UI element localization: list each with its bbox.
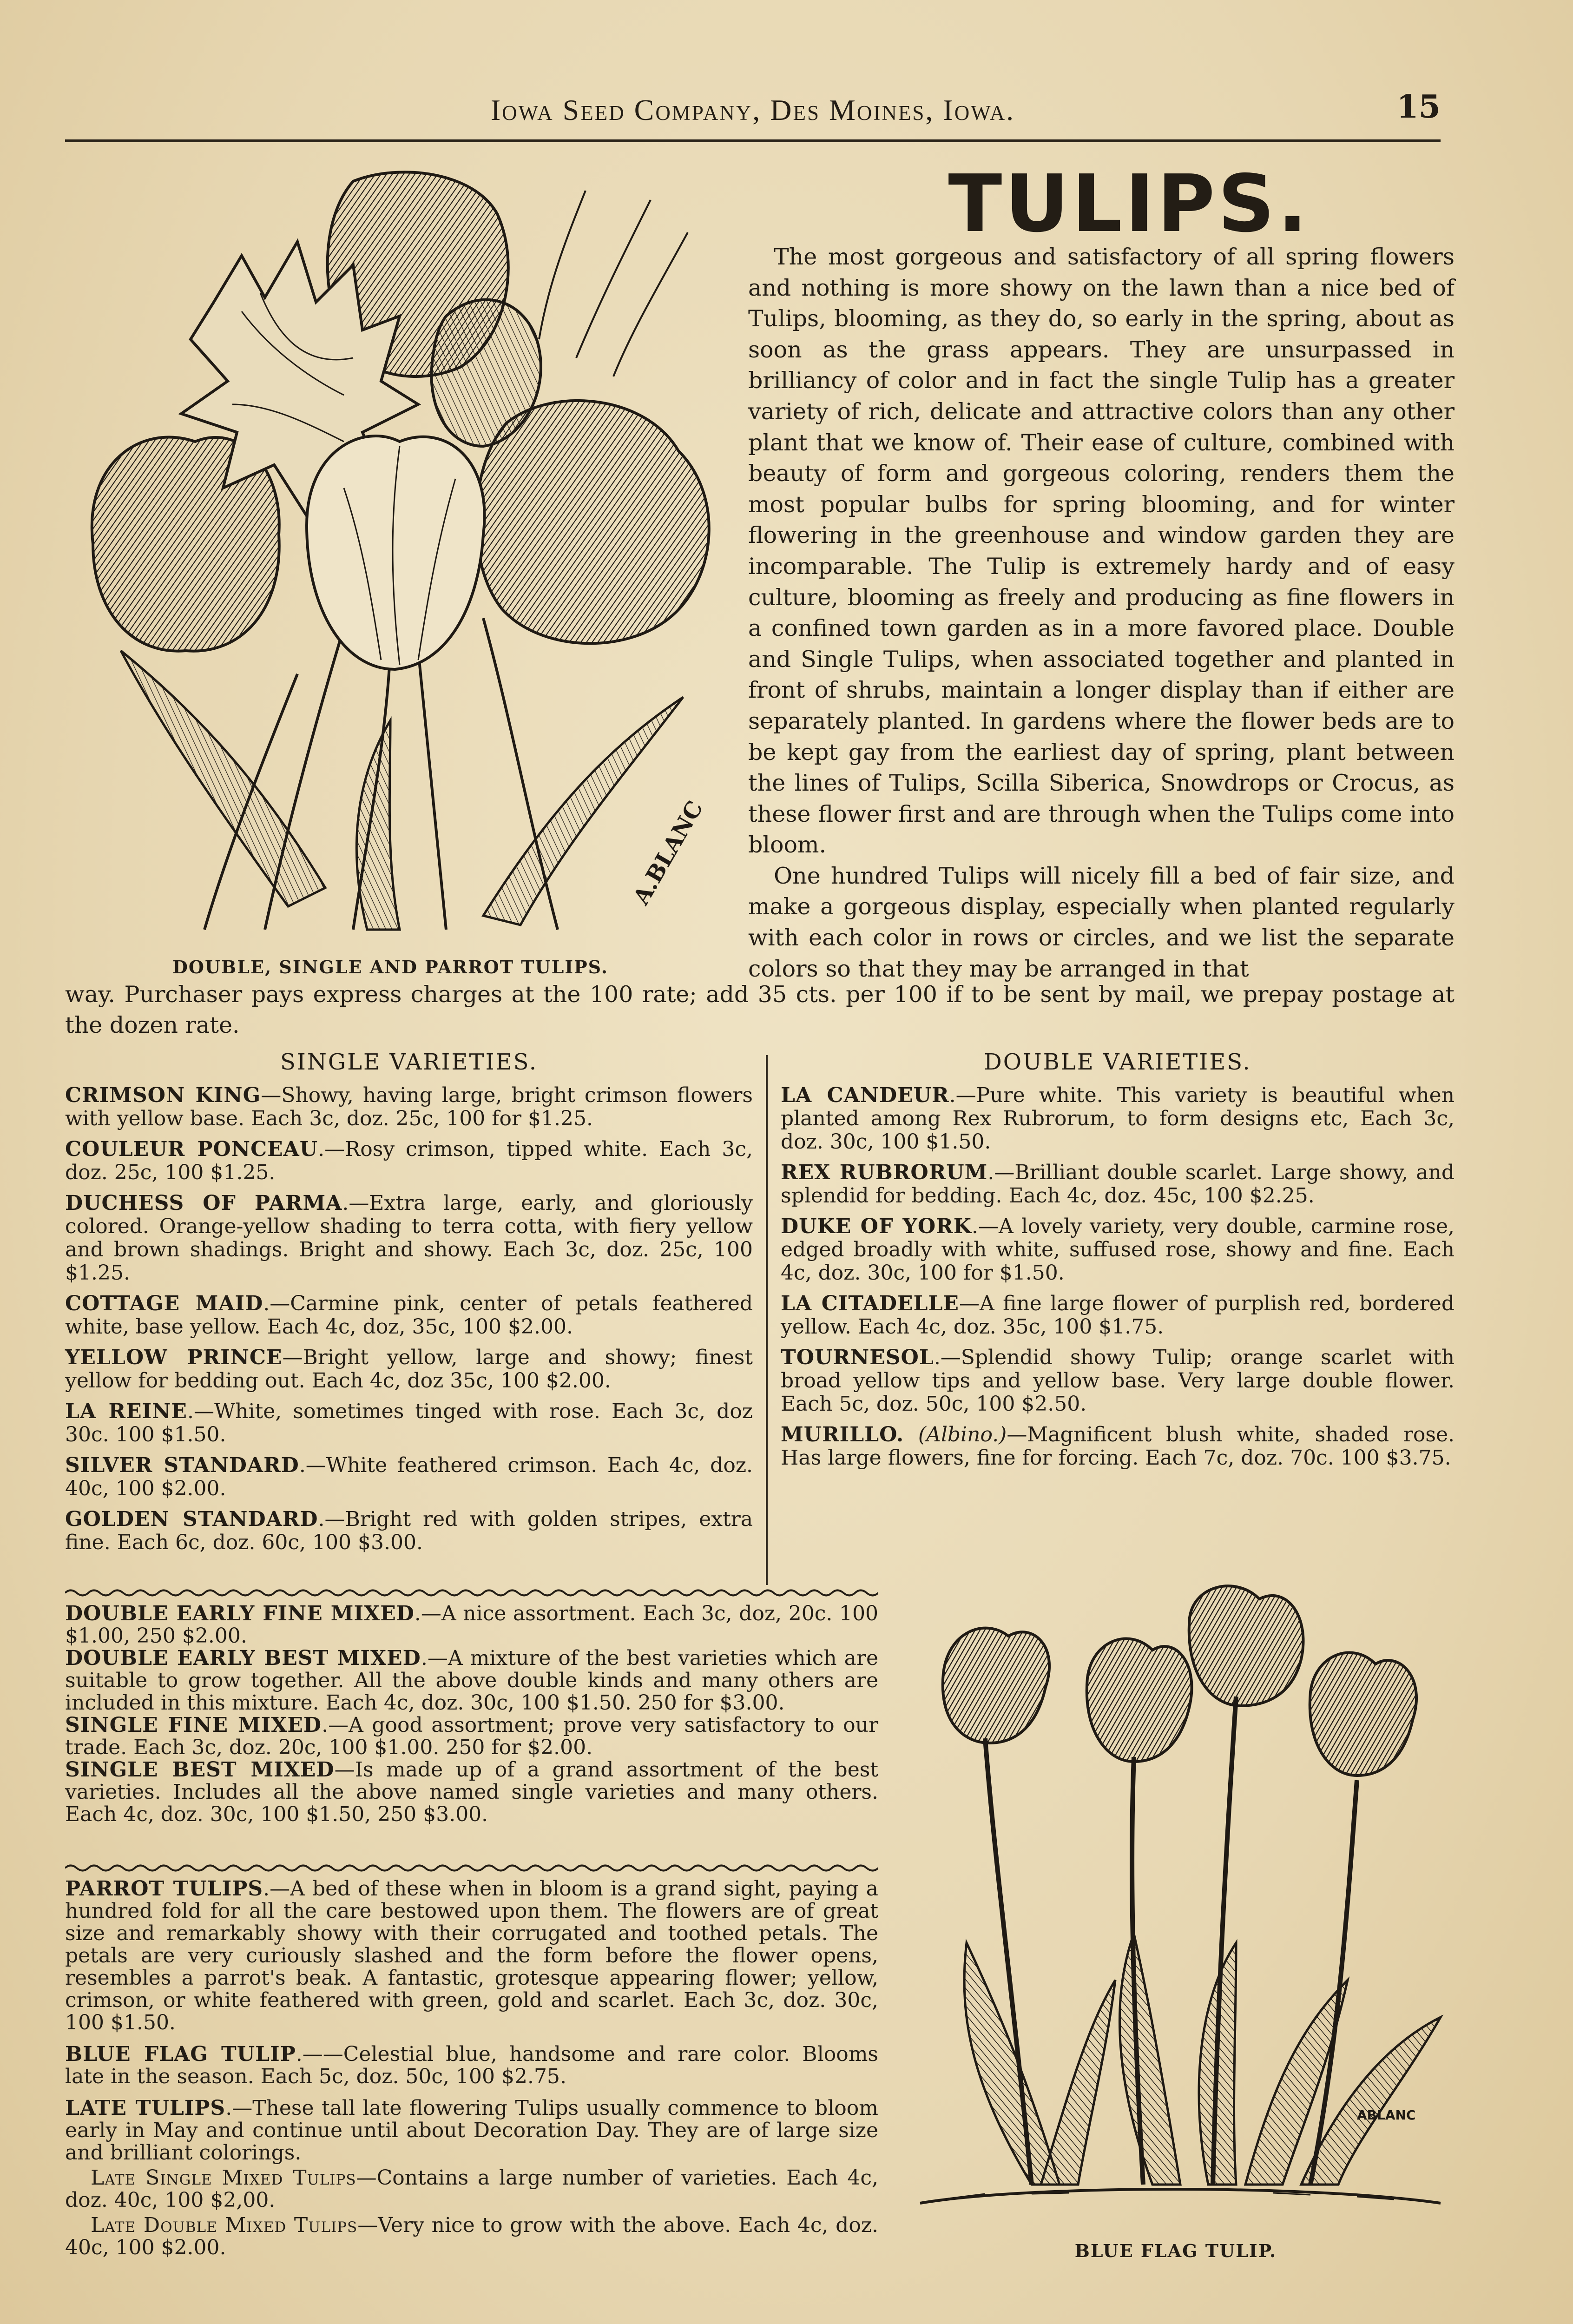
variety-name: MURILLO.	[781, 1423, 904, 1446]
variety-entry	[781, 1215, 1455, 1285]
variety-name: LA CITADELLE	[781, 1292, 959, 1315]
entry-name: BLUE FLAG TULIP	[65, 2042, 296, 2066]
variety-description: .—White feathered crimson. Each 4c, doz. 40c, 100 $2.00.	[65, 1453, 753, 1500]
tulip-bouquet-illustration	[65, 163, 744, 953]
entry-description: —Very nice to grow with the above. Each 4c, doz. 40c, 100 $2.00.	[65, 2213, 878, 2259]
variety-entry	[65, 1454, 753, 1500]
mixed-name: SINGLE BEST MIXED	[65, 1758, 335, 1782]
mixed-name: SINGLE FINE MIXED	[65, 1713, 322, 1737]
variety-entry	[65, 1400, 753, 1446]
variety-description: .—Extra large, early, and gloriously colored. Orange-yellow shading to terra cotta, with fiery yellow and brown shadings. Bright and showy. Each 3c, doz. 25c, 100 $1.25.	[65, 1191, 753, 1285]
variety-description: .—A lovely variety, very double, carmine rose, edged broadly with white, suffused rose, showy and fine. Each 4c, doz. 30c, 100 for $1.50.	[781, 1215, 1455, 1285]
mixed-entry	[65, 1759, 878, 1826]
intro-text	[748, 242, 1455, 984]
mixed-name: DOUBLE EARLY FINE MIXED	[65, 1602, 415, 1625]
variety-entry	[65, 1084, 753, 1130]
single-varieties-heading: SINGLE VARIETIES.	[280, 1049, 538, 1075]
variety-entry	[781, 1084, 1455, 1154]
page-title: TULIPS.	[948, 158, 1310, 250]
entry-name: LATE TULIPS	[65, 2096, 226, 2120]
entry-name: PARROT TULIPS	[65, 1877, 263, 1901]
variety-name: REX RUBRORUM	[781, 1161, 988, 1184]
variety-description: .—Splendid showy Tulip; orange scarlet with broad yellow tips and yellow base. Very large double flower. Each 5c, doz. 50c, 100 $2.50.	[781, 1346, 1455, 1416]
mixed-description: .—A good assortment; prove very satisfactory to our trade. Each 3c, doz. 20c, 100 $1.00. 250 for $2.00.	[65, 1713, 878, 1759]
entry-description: .——Celestial blue, handsome and rare color. Blooms late in the season. Each 5c, doz. 50c, 100 $2.75.	[65, 2042, 878, 2088]
entry-description: —Contains a large number of varieties. Each 4c, doz. 40c, 100 $2,00.	[65, 2166, 879, 2212]
variety-note: (Albino.)	[918, 1423, 1007, 1446]
variety-name: COTTAGE MAID	[65, 1292, 263, 1315]
page-header	[65, 88, 1441, 142]
mixed-description: .—A nice assortment. Each 3c, doz, 20c. 100 $1.00, 250 $2.00.	[65, 1602, 878, 1648]
mixed-entry	[65, 1603, 878, 1647]
variety-description: .—White, sometimes tinged with rose. Each 3c, doz 30c. 100 $1.50.	[65, 1400, 753, 1446]
variety-description: .—Carmine pink, center of petals feathered white, base yellow. Each 4c, doz, 35c, 100 $2.00.	[65, 1292, 753, 1339]
mixed-tulips-section	[65, 1603, 878, 1826]
single-varieties-column	[65, 1050, 753, 1562]
variety-entry	[65, 1508, 753, 1554]
variety-name: GOLDEN STANDARD	[65, 1507, 318, 1531]
variety-name: COULEUR PONCEAU	[65, 1137, 318, 1161]
wavy-divider	[65, 1863, 878, 1873]
variety-name: TOURNESOL	[781, 1346, 934, 1369]
variety-description: .—Rosy crimson, tipped white. Each 3c, doz. 25c, 100 $1.25.	[65, 1137, 753, 1184]
variety-name: LA REINE	[65, 1400, 187, 1423]
bottom-illustration-caption: BLUE FLAG TULIP.	[1074, 2240, 1277, 2261]
entry-name: Late Single Mixed Tulips	[91, 2166, 356, 2190]
double-varieties-heading: DOUBLE VARIETIES.	[984, 1049, 1251, 1075]
mixed-description: —Is made up of a grand assortment of the best varieties. Includes all the above named single varieties and many others. Each 4c, doz. 30c, 100 $1.50, 250 $3.00.	[65, 1758, 879, 1826]
variety-name: SILVER STANDARD	[65, 1453, 299, 1477]
top-illustration-signature: A.BLANC	[628, 796, 709, 909]
variety-name: DUKE OF YORK	[781, 1215, 972, 1238]
variety-name: DUCHESS OF PARMA	[65, 1191, 342, 1215]
wavy-divider	[65, 1588, 878, 1598]
header-title: Iowa Seed Company, Des Moines, Iowa.	[490, 93, 1015, 126]
variety-name: CRIMSON KING	[65, 1083, 261, 1107]
variety-name: LA CANDEUR	[781, 1083, 949, 1107]
top-illustration-caption: DOUBLE, SINGLE AND PARROT TULIPS.	[172, 957, 609, 977]
mixed-entry	[65, 1714, 878, 1759]
entry-description: .—A bed of these when in bloom is a grand sight, paying a hundred fold for all the care bestowed upon them. The flowers are of great size and remarkably showy with their corrugated and toothed petals. The petals are very curiously slashed and the form before the flower opens, resembles a parrot's beak. A fantastic, grotesque appearing flower; yellow, crimson, or white feathered with green, gold and scarlet. Each 3c, doz. 30c, 100 $1.50.	[65, 1877, 878, 2034]
variety-entry	[781, 1423, 1455, 1470]
intro-paragraph-2: One hundred Tulips will nicely fill a bed of fair size, and make a gorgeous display, especially when planted regularly with each color in rows or circles, and we list the separate colors so that they may be arranged in that	[748, 862, 1455, 982]
intro-paragraph-1: The most gorgeous and satisfactory of all spring flowers and nothing is more showy on the lawn than a nice bed of Tulips, blooming, as they do, so early in the spring, about as soon as the grass appears. They are unsurpassed in brilliancy of color and in fact the single Tulip has a greater variety of rich, delicate and attractive colors than any other plant that we know of. Their ease of culture, combined with beauty of form and gorgeous coloring, renders them the most popular bulbs for spring blooming, and for winter flowering in the greenhouse and window garden they are incomparable. The Tulip is extremely hardy and of easy culture, blooming as freely and producing as fine flowers in a confined town garden as in a more favored place. Double and Single Tulips, when associated together and planted in front of shrubs, maintain a longer display than if either are separately planted. In gardens where the flower beds are to be kept gay from the earliest day of spring, plant between the lines of Tulips, Scilla Siberica, Snowdrops or Crocus, as these flower first and are through when the Tulips come into bloom.	[748, 244, 1455, 858]
variety-description: —A fine large flower of purplish red, bordered yellow. Each 4c, doz. 35c, 100 $1.75.	[781, 1292, 1455, 1339]
variety-entry	[65, 1138, 753, 1184]
variety-entry	[65, 1192, 753, 1285]
page-number: 15	[1396, 88, 1441, 125]
mixed-description: .—A mixture of the best varieties which are suitable to grow together. All the above double kinds and many others are included in this mixture. Each 4c, doz. 30c, 100 $1.50. 250 for $3.00.	[65, 1646, 878, 1715]
variety-name: YELLOW PRINCE	[65, 1346, 283, 1369]
late-tulips-entry	[65, 2097, 878, 2164]
variety-entry	[781, 1292, 1455, 1339]
parrot-tulips-entry	[65, 1878, 878, 2034]
column-divider	[766, 1055, 768, 1585]
blue-flag-tulip-entry	[65, 2043, 878, 2088]
variety-entry	[781, 1346, 1455, 1416]
entry-name: Late Double Mixed Tulips	[91, 2213, 358, 2237]
variety-description: .—Brilliant double scarlet. Large showy, and splendid for bedding. Each 4c, doz. 45c, 100 $2.25.	[781, 1161, 1455, 1208]
mixed-entry	[65, 1647, 878, 1714]
blue-flag-tulip-illustration	[892, 1580, 1459, 2222]
mixed-name: DOUBLE EARLY BEST MIXED	[65, 1646, 421, 1670]
variety-entry	[65, 1292, 753, 1339]
double-varieties-column	[781, 1050, 1455, 1477]
variety-description: .—Bright red with golden stripes, extra fine. Each 6c, doz. 60c, 100 $3.00.	[65, 1507, 753, 1554]
variety-description: —Bright yellow, large and showy; finest yellow for bedding out. Each 4c, doz 35c, 100 $2.00.	[65, 1346, 753, 1393]
late-single-mixed-entry	[65, 2167, 878, 2212]
variety-description: —Magnificent blush white, shaded rose. Has large flowers, fine for forcing. Each 7c, doz. 70c. 100 $3.75.	[781, 1423, 1455, 1470]
bottom-illustration-signature: ABLANC	[1357, 2107, 1416, 2123]
variety-entry	[65, 1346, 753, 1393]
late-double-mixed-entry	[65, 2214, 878, 2259]
variety-entry	[781, 1161, 1455, 1208]
variety-description: —Showy, having large, bright crimson flowers with yellow base. Each 3c, doz. 25c, 100 for $1.25.	[65, 1083, 753, 1130]
variety-description: .—Pure white. This variety is beautiful when planted among Rex Rubrorum, to form designs etc, Each 3c, doz. 30c, 100 $1.50.	[781, 1083, 1455, 1154]
specialty-tulips-section	[65, 1878, 878, 2268]
entry-description: .—These tall late flowering Tulips usually commence to bloom early in May and continue until about Decoration Day. They are of large size and brilliant colorings.	[65, 2096, 878, 2165]
intro-tail: way. Purchaser pays express charges at the 100 rate; add 35 cts. per 100 if to be sent by mail, we prepay postage at the dozen rate.	[65, 981, 1455, 1038]
